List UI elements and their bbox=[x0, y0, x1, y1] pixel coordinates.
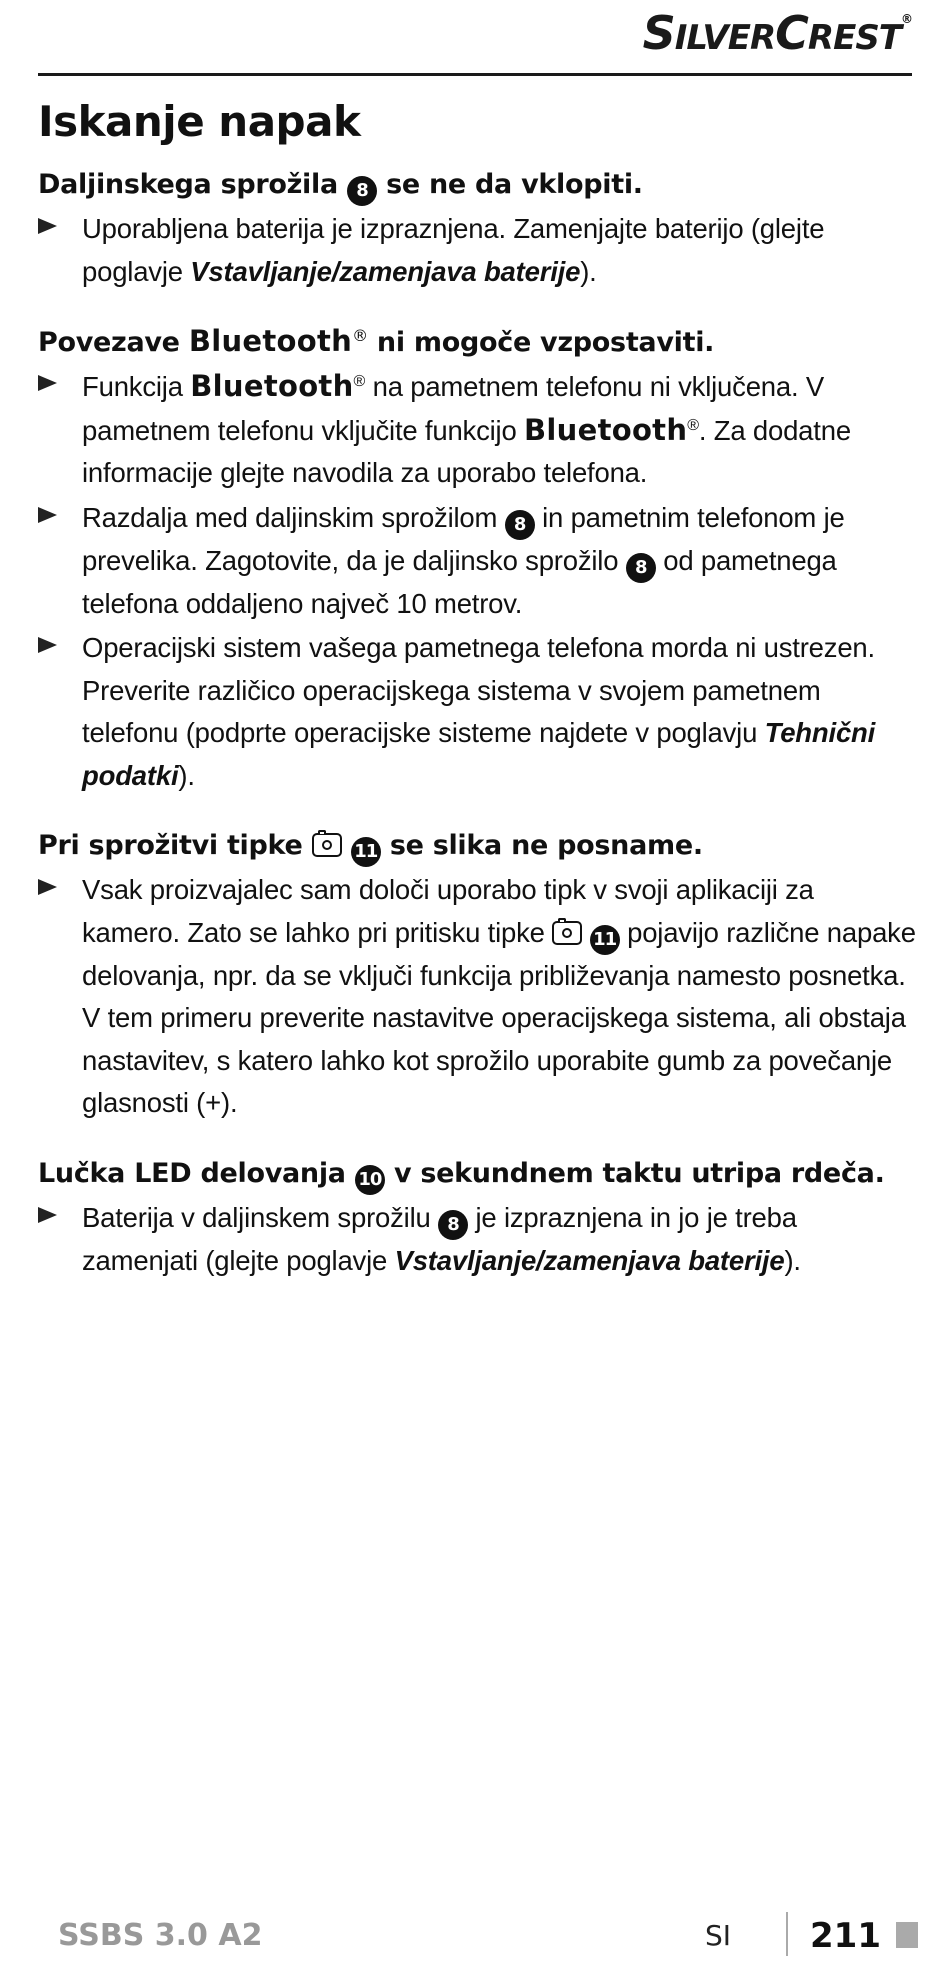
section-heading bbox=[38, 164, 918, 206]
list-item bbox=[38, 627, 918, 797]
silvercrest-logo bbox=[643, 6, 912, 60]
heading-text: Povezave bbox=[38, 327, 180, 358]
bluetooth-wordmark: Bluetooth bbox=[188, 324, 353, 358]
item-text bbox=[82, 627, 918, 797]
header-divider bbox=[38, 73, 912, 76]
number-badge-icon: 11 bbox=[590, 925, 620, 955]
bullet-arrow-icon bbox=[38, 375, 57, 391]
section-heading bbox=[38, 825, 918, 867]
item-text bbox=[82, 365, 918, 495]
text-run: pojavijo različne napake delovanja, npr. da se vključi funkcija približevanja namesto posnetka. V tem primeru preverite nastavitve operacijskega sistema, ali obstaja nastavitev, s katero lahko kot sprožilo uporabite gumb za povečanje glasnosti (+). bbox=[82, 916, 916, 1118]
page-content bbox=[38, 96, 918, 1310]
bluetooth-wordmark: Bluetooth bbox=[190, 369, 354, 403]
brand-letters: ILVER bbox=[674, 18, 776, 58]
section-heading bbox=[38, 1153, 918, 1195]
number-badge-icon: 8 bbox=[505, 510, 535, 540]
chapter-reference: Tehnični podatki bbox=[82, 717, 876, 791]
list-item bbox=[38, 365, 918, 495]
text-run: in pametnim telefonom je prevelika. Zagotovite, da je daljinsko sprožilo bbox=[82, 501, 845, 576]
page-title: Iskanje napak bbox=[38, 97, 361, 146]
text-run: na pametnem telefonu ni vključena. V pametnem telefonu vključite funkcijo bbox=[82, 371, 825, 446]
page-number: 211 bbox=[810, 1916, 881, 1956]
section-heading bbox=[38, 321, 918, 363]
brand-letters: REST bbox=[807, 18, 901, 58]
section-remote-not-on bbox=[38, 164, 918, 293]
number-badge-icon: 11 bbox=[351, 837, 381, 867]
text-run: ). bbox=[178, 759, 195, 791]
text-run: ). bbox=[784, 1244, 801, 1276]
heading-text: Lučka LED delovanja bbox=[38, 1157, 346, 1189]
camera-icon bbox=[552, 921, 582, 945]
section-led-blinking bbox=[38, 1153, 918, 1283]
footer-divider bbox=[786, 1912, 788, 1956]
bullet-arrow-icon bbox=[38, 879, 57, 895]
chapter-reference: Vstavljanje/zamenjava baterije bbox=[394, 1244, 785, 1276]
brand-letter: C bbox=[775, 6, 808, 60]
page-footer bbox=[58, 1918, 918, 1958]
registered-mark: ® bbox=[352, 326, 368, 345]
section-camera-button bbox=[38, 825, 918, 1125]
number-badge-icon: 8 bbox=[438, 1210, 468, 1240]
language-code: SI bbox=[705, 1919, 732, 1952]
list-item bbox=[38, 497, 918, 626]
text-run: Razdalja med daljinskim sprožilom bbox=[82, 501, 498, 533]
heading-text: ni mogoče vzpostaviti. bbox=[376, 327, 715, 358]
heading-text: se slika ne posname. bbox=[389, 830, 703, 861]
text-run: Vsak proizvajalec sam določi uporabo tipk v svoji aplikaciji za kamero. Zato se lahko pri pritisku tipke bbox=[82, 874, 814, 948]
chapter-reference: Vstavljanje/zamenjava baterije bbox=[190, 255, 581, 287]
section-bluetooth-connection bbox=[38, 321, 918, 797]
item-text bbox=[82, 208, 918, 293]
bullet-arrow-icon bbox=[38, 218, 57, 234]
number-badge-icon: 8 bbox=[347, 176, 377, 206]
text-run: je izpraznjena in jo je treba zamenjati (glejte poglavje bbox=[82, 1201, 797, 1276]
registered-mark: ® bbox=[687, 416, 699, 434]
number-badge-icon: 10 bbox=[355, 1165, 385, 1195]
text-run: . Za dodatne informacije glejte navodila za uporabo telefona. bbox=[82, 414, 851, 488]
heading-text: Pri sprožitvi tipke bbox=[38, 830, 303, 861]
item-text bbox=[82, 497, 918, 626]
bluetooth-wordmark: Bluetooth bbox=[524, 412, 688, 447]
number-badge-icon: 8 bbox=[626, 553, 656, 583]
camera-icon bbox=[312, 833, 342, 857]
bullet-arrow-icon bbox=[38, 637, 57, 653]
text-run: Uporabljena baterija je izpraznjena. Zamenjajte baterijo (glejte poglavje bbox=[82, 213, 825, 287]
list-item bbox=[38, 1197, 918, 1283]
item-text bbox=[82, 1197, 918, 1283]
brand-registered-mark: ® bbox=[901, 12, 912, 26]
text-run: Baterija v daljinskem sprožilu bbox=[82, 1201, 431, 1233]
heading-text: Daljinskega sprožila bbox=[38, 169, 338, 200]
text-run: Operacijski sistem vašega pametnega telefona morda ni ustrezen. Preverite različico operacijskega sistema v svojem pametnem telefonu (podprte operacijske sisteme najdete v poglavju bbox=[82, 632, 875, 748]
text-run: ). bbox=[580, 255, 597, 287]
page-marker-square-icon bbox=[896, 1922, 918, 1948]
text-run: od pametnega telefona oddaljeno največ 10 metrov. bbox=[82, 544, 837, 619]
bullet-arrow-icon bbox=[38, 507, 57, 523]
item-text bbox=[82, 869, 918, 1125]
model-number: SSBS 3.0 A2 bbox=[58, 1918, 263, 1953]
list-item bbox=[38, 869, 918, 1125]
list-item bbox=[38, 208, 918, 293]
heading-text: v sekundnem taktu utripa rdeča. bbox=[393, 1157, 885, 1189]
bullet-arrow-icon bbox=[38, 1207, 57, 1223]
text-run: Funkcija bbox=[82, 371, 183, 402]
heading-text: se ne da vklopiti. bbox=[386, 169, 643, 200]
registered-mark: ® bbox=[353, 372, 366, 390]
brand-letter: S bbox=[642, 6, 675, 60]
